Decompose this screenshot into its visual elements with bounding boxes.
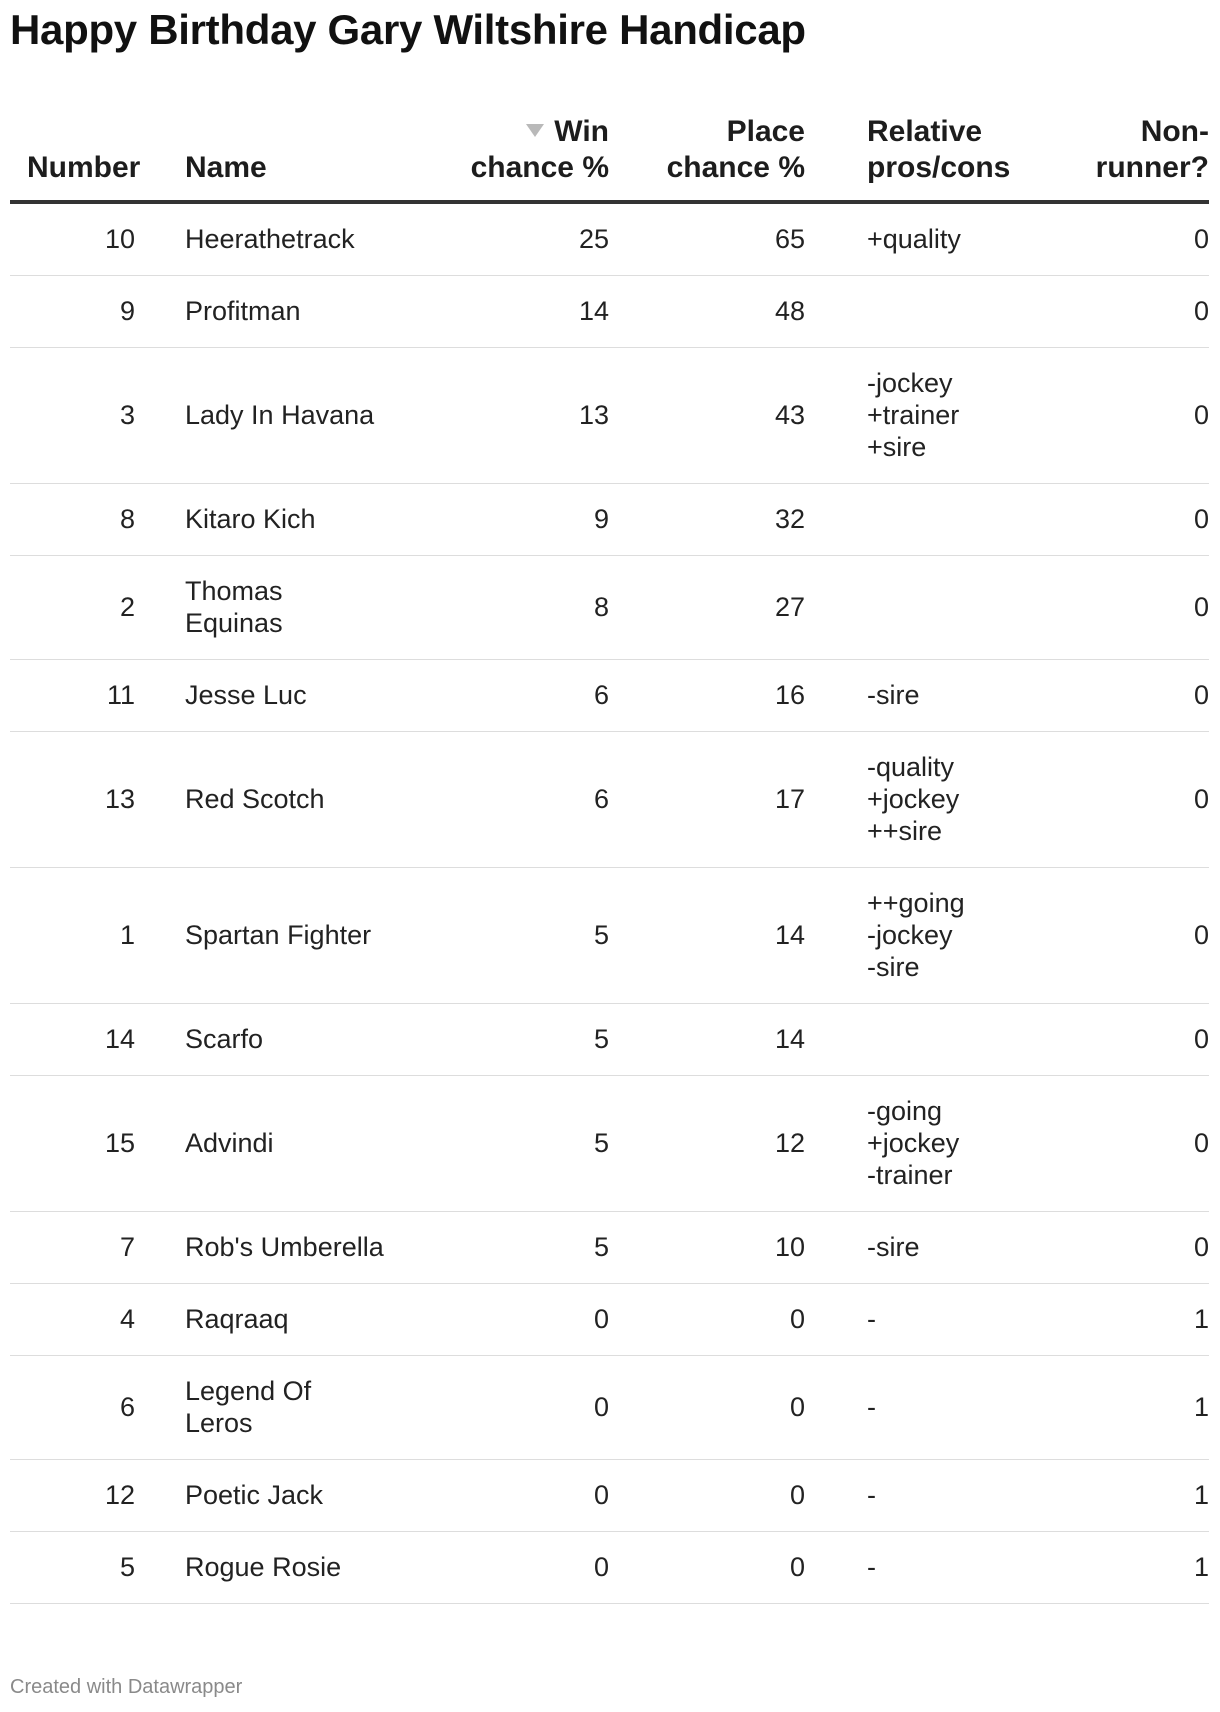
cell-number: 5 xyxy=(10,1532,185,1604)
cell-nonrunner: 1 xyxy=(1015,1284,1209,1356)
cell-win: 5 xyxy=(429,1004,609,1076)
cell-place: 32 xyxy=(609,484,805,556)
cell-place: 10 xyxy=(609,1212,805,1284)
cell-place: 14 xyxy=(609,1004,805,1076)
cell-relative-text: -jockey +trainer +sire xyxy=(867,368,960,462)
cell-name-text: Poetic Jack xyxy=(185,1480,324,1510)
cell-relative xyxy=(805,484,1015,556)
table-row xyxy=(10,1212,1209,1284)
cell-relative xyxy=(805,1004,1015,1076)
cell-number: 4 xyxy=(10,1284,185,1356)
cell-number: 7 xyxy=(10,1212,185,1284)
column-header-place-line2: chance % xyxy=(666,151,805,184)
cell-win: 8 xyxy=(429,556,609,660)
cell-win: 9 xyxy=(429,484,609,556)
cell-win: 0 xyxy=(429,1532,609,1604)
cell-number: 9 xyxy=(10,276,185,348)
cell-name xyxy=(185,1532,429,1604)
cell-relative xyxy=(805,202,1015,276)
cell-relative xyxy=(805,732,1015,868)
header-row xyxy=(10,104,1209,202)
cell-win: 6 xyxy=(429,660,609,732)
cell-place: 0 xyxy=(609,1532,805,1604)
cell-number: 11 xyxy=(10,660,185,732)
table-row xyxy=(10,660,1209,732)
page-title: Happy Birthday Gary Wiltshire Handicap xyxy=(10,6,806,53)
cell-relative xyxy=(805,868,1015,1004)
cell-name-text: Spartan Fighter xyxy=(185,920,372,950)
cell-number: 13 xyxy=(10,732,185,868)
cell-name xyxy=(185,660,429,732)
cell-name xyxy=(185,868,429,1004)
cell-name xyxy=(185,1076,429,1212)
cell-relative xyxy=(805,1212,1015,1284)
cell-nonrunner: 1 xyxy=(1015,1356,1209,1460)
cell-number: 6 xyxy=(10,1356,185,1460)
cell-place: 0 xyxy=(609,1356,805,1460)
cell-nonrunner: 0 xyxy=(1015,556,1209,660)
cell-win: 5 xyxy=(429,1212,609,1284)
cell-name xyxy=(185,1356,429,1460)
cell-name-text: Kitaro Kich xyxy=(185,504,316,534)
cell-place: 17 xyxy=(609,732,805,868)
cell-number: 14 xyxy=(10,1004,185,1076)
cell-nonrunner: 0 xyxy=(1015,1004,1209,1076)
cell-number: 8 xyxy=(10,484,185,556)
sort-descending-icon xyxy=(526,124,544,137)
runners-table-container xyxy=(10,104,1209,1604)
cell-number: 2 xyxy=(10,556,185,660)
column-header-relative-line2: pros/cons xyxy=(867,151,1011,184)
cell-relative xyxy=(805,276,1015,348)
cell-place: 43 xyxy=(609,348,805,484)
column-header-nonrunner[interactable] xyxy=(1015,104,1209,202)
cell-name-text: Rob's Umberella xyxy=(185,1232,384,1262)
cell-relative xyxy=(805,1284,1015,1356)
cell-number: 15 xyxy=(10,1076,185,1212)
table-row xyxy=(10,1004,1209,1076)
cell-nonrunner: 0 xyxy=(1015,348,1209,484)
cell-relative-text: ++going -jockey -sire xyxy=(867,888,965,982)
cell-number: 1 xyxy=(10,868,185,1004)
cell-place: 16 xyxy=(609,660,805,732)
cell-name xyxy=(185,1004,429,1076)
cell-relative-text: +quality xyxy=(867,224,961,254)
cell-name xyxy=(185,276,429,348)
cell-place: 14 xyxy=(609,868,805,1004)
cell-number: 10 xyxy=(10,202,185,276)
cell-relative-text: - xyxy=(867,1552,876,1582)
cell-name-text: Thomas Equinas xyxy=(185,576,283,638)
footer-credit[interactable]: Created with Datawrapper xyxy=(10,1676,243,1698)
column-header-name[interactable] xyxy=(185,104,429,202)
cell-nonrunner: 0 xyxy=(1015,1076,1209,1212)
cell-relative xyxy=(805,348,1015,484)
cell-name-text: Profitman xyxy=(185,296,301,326)
cell-number: 12 xyxy=(10,1460,185,1532)
cell-relative-text: - xyxy=(867,1480,876,1510)
cell-relative xyxy=(805,1356,1015,1460)
cell-relative xyxy=(805,1460,1015,1532)
cell-relative-text: -sire xyxy=(867,1232,920,1262)
cell-win: 5 xyxy=(429,1076,609,1212)
column-header-relative[interactable] xyxy=(805,104,1015,202)
cell-place: 65 xyxy=(609,202,805,276)
cell-nonrunner: 0 xyxy=(1015,868,1209,1004)
cell-win: 0 xyxy=(429,1284,609,1356)
cell-relative-text: -quality +jockey ++sire xyxy=(867,752,960,846)
table-row xyxy=(10,556,1209,660)
cell-win: 6 xyxy=(429,732,609,868)
cell-win: 25 xyxy=(429,202,609,276)
cell-name-text: Legend Of Leros xyxy=(185,1376,312,1438)
cell-name-text: Red Scotch xyxy=(185,784,325,814)
cell-win: 13 xyxy=(429,348,609,484)
cell-name-text: Raqraaq xyxy=(185,1304,289,1334)
cell-win: 5 xyxy=(429,868,609,1004)
cell-name-text: Heerathetrack xyxy=(185,224,355,254)
cell-nonrunner: 0 xyxy=(1015,202,1209,276)
cell-name-text: Lady In Havana xyxy=(185,400,375,430)
cell-relative-text: - xyxy=(867,1392,876,1422)
table-row xyxy=(10,1460,1209,1532)
cell-nonrunner: 0 xyxy=(1015,276,1209,348)
column-header-win-line1: Win xyxy=(554,115,609,148)
cell-place: 0 xyxy=(609,1460,805,1532)
cell-name xyxy=(185,1460,429,1532)
table-row xyxy=(10,1284,1209,1356)
table-row xyxy=(10,276,1209,348)
cell-name-text: Advindi xyxy=(185,1128,274,1158)
column-header-number[interactable] xyxy=(10,104,185,202)
cell-name-text: Rogue Rosie xyxy=(185,1552,342,1582)
cell-relative-text: -sire xyxy=(867,680,920,710)
table-header xyxy=(10,104,1209,202)
column-header-number-label: Number xyxy=(27,151,141,184)
cell-name-text: Jesse Luc xyxy=(185,680,307,710)
cell-name xyxy=(185,732,429,868)
table-row xyxy=(10,348,1209,484)
column-header-nonrunner-line1: Non- xyxy=(1140,115,1209,148)
cell-relative-text: -going +jockey -trainer xyxy=(867,1096,960,1190)
cell-number: 3 xyxy=(10,348,185,484)
column-header-place-line1: Place xyxy=(726,115,805,148)
column-header-place-chance[interactable] xyxy=(609,104,805,202)
cell-nonrunner: 0 xyxy=(1015,732,1209,868)
cell-nonrunner: 0 xyxy=(1015,1212,1209,1284)
table-row xyxy=(10,1356,1209,1460)
column-header-win-chance[interactable] xyxy=(429,104,609,202)
cell-nonrunner: 1 xyxy=(1015,1460,1209,1532)
cell-nonrunner: 1 xyxy=(1015,1532,1209,1604)
cell-relative xyxy=(805,1076,1015,1212)
cell-win: 0 xyxy=(429,1356,609,1460)
cell-name xyxy=(185,556,429,660)
table-row xyxy=(10,202,1209,276)
cell-relative xyxy=(805,1532,1015,1604)
cell-win: 14 xyxy=(429,276,609,348)
cell-place: 48 xyxy=(609,276,805,348)
table-row xyxy=(10,1532,1209,1604)
table-row xyxy=(10,1076,1209,1212)
table-row xyxy=(10,868,1209,1004)
cell-place: 12 xyxy=(609,1076,805,1212)
cell-name-text: Scarfo xyxy=(185,1024,264,1054)
column-header-nonrunner-line2: runner? xyxy=(1095,151,1209,184)
cell-nonrunner: 0 xyxy=(1015,660,1209,732)
table-body xyxy=(10,202,1209,1604)
column-header-win-line2: chance % xyxy=(470,151,609,184)
cell-place: 27 xyxy=(609,556,805,660)
cell-relative xyxy=(805,660,1015,732)
runners-table xyxy=(10,104,1209,1604)
column-header-relative-line1: Relative xyxy=(867,115,983,148)
table-row xyxy=(10,484,1209,556)
cell-place: 0 xyxy=(609,1284,805,1356)
cell-name xyxy=(185,348,429,484)
table-row xyxy=(10,732,1209,868)
cell-relative-text: - xyxy=(867,1304,876,1334)
column-header-name-label: Name xyxy=(185,151,267,184)
cell-relative xyxy=(805,556,1015,660)
cell-name xyxy=(185,1212,429,1284)
cell-name xyxy=(185,484,429,556)
cell-win: 0 xyxy=(429,1460,609,1532)
cell-nonrunner: 0 xyxy=(1015,484,1209,556)
cell-name xyxy=(185,202,429,276)
cell-name xyxy=(185,1284,429,1356)
